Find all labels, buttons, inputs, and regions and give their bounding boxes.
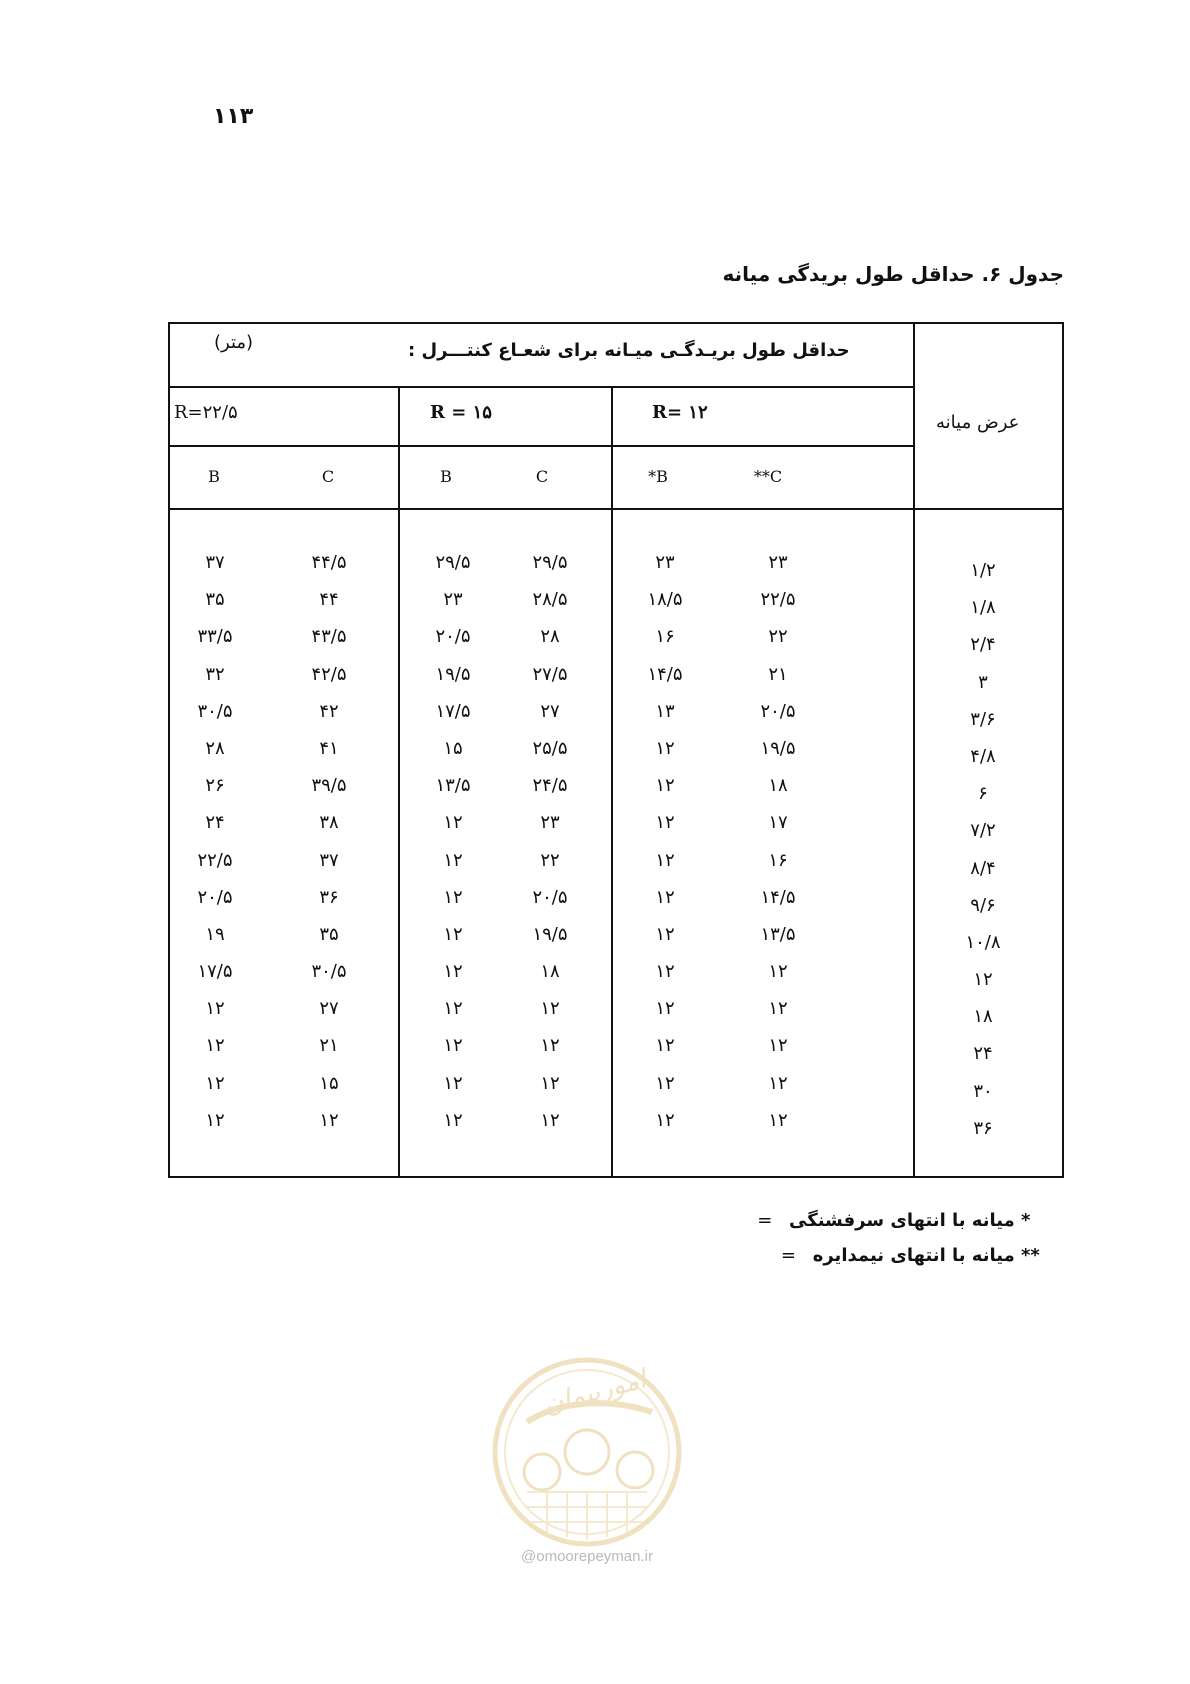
watermark-logo-icon bbox=[487, 1342, 687, 1572]
col-header-r12-b: *B bbox=[648, 467, 668, 486]
table-cell: ۴۲/۵ bbox=[311, 663, 347, 685]
table-cell: ۱۸ bbox=[768, 775, 788, 797]
table-cell: ۳۶ bbox=[973, 1117, 993, 1139]
table-cell: ۲۸ bbox=[540, 626, 560, 648]
table-cell: ۴۱ bbox=[319, 737, 339, 759]
legend-eq: = bbox=[780, 1245, 796, 1266]
table-cell: ۱۲ bbox=[205, 1035, 225, 1057]
column-r225-c bbox=[284, 544, 374, 1139]
table-cell: ۳۶ bbox=[319, 886, 339, 908]
table-cell: ۱۲ bbox=[655, 923, 675, 945]
table-cell: ۱۹/۵ bbox=[435, 663, 471, 685]
table-cell: ۱۵ bbox=[443, 737, 463, 759]
table-cell: ۱۶ bbox=[768, 849, 788, 871]
col-header-r15-c: C bbox=[535, 467, 549, 486]
table-cell: ۱۲ bbox=[655, 961, 675, 983]
table-cell: ۲۶ bbox=[205, 775, 225, 797]
col-header-r225-c: C bbox=[321, 467, 335, 486]
table-cell: ۲/۴ bbox=[970, 634, 996, 656]
table-cell: ۲۰/۵ bbox=[197, 886, 233, 908]
table-cell: ۱۲ bbox=[540, 1109, 560, 1131]
table-cell: ۲۲/۵ bbox=[197, 849, 233, 871]
table-cell: ۳۰ bbox=[973, 1080, 993, 1102]
legend-eq: = bbox=[757, 1210, 773, 1231]
table-cell: ۲۳ bbox=[443, 589, 463, 611]
table-cell: ۱۲ bbox=[655, 849, 675, 871]
table-cell: ۶ bbox=[978, 783, 988, 805]
group-divider-1 bbox=[398, 386, 400, 1178]
column-r225-b bbox=[170, 544, 260, 1139]
table-border-bottom bbox=[168, 1176, 1064, 1178]
table-cell: ۳۹/۵ bbox=[311, 775, 347, 797]
table-cell: ۱۵ bbox=[319, 1072, 339, 1094]
table-cell: ۲۲ bbox=[540, 849, 560, 871]
group-divider-2 bbox=[611, 386, 613, 1178]
column-r12-c bbox=[733, 544, 823, 1139]
column-r15-c bbox=[505, 544, 595, 1139]
table-cell: ۳۰/۵ bbox=[197, 700, 233, 722]
table-cell: ۱۲ bbox=[443, 961, 463, 983]
table-cell: ۱۲ bbox=[768, 998, 788, 1020]
table-cell: ۱۲ bbox=[319, 1109, 339, 1131]
table-cell: ۳۳/۵ bbox=[197, 626, 233, 648]
table-cell: ۱/۲ bbox=[970, 560, 996, 581]
table-cell: ۱۲ bbox=[655, 998, 675, 1020]
legend-symbol: * bbox=[1021, 1210, 1031, 1231]
header-main: حداقل طول بریـدگـی میـانه برای شعـاع کنتـــرل : bbox=[408, 340, 850, 361]
table-cell: ۱۲ bbox=[443, 923, 463, 945]
table-cell: ۱۲ bbox=[655, 1109, 675, 1131]
column-r15-b bbox=[408, 544, 498, 1139]
table-cell: ۲۷ bbox=[319, 998, 339, 1020]
table-border-top bbox=[168, 322, 1064, 324]
table-cell: ۳۷ bbox=[205, 552, 225, 573]
col-header-r12-c: **C bbox=[753, 467, 783, 486]
table-cell: ۲۴ bbox=[205, 812, 225, 834]
table-cell: ۴۴ bbox=[319, 589, 339, 611]
table-cell: ۱۲ bbox=[540, 1072, 560, 1094]
column-r12-b bbox=[620, 544, 710, 1139]
table-cell: ۴۴/۵ bbox=[311, 552, 347, 573]
table-cell: ۱۲ bbox=[443, 886, 463, 908]
data-table bbox=[168, 322, 1064, 1178]
table-cell: ۱۲ bbox=[768, 1072, 788, 1094]
table-cell: ۱۲ bbox=[443, 1109, 463, 1131]
table-cell: ۱۲ bbox=[973, 969, 993, 991]
header-divider-3 bbox=[168, 508, 1064, 510]
table-cell: ۲۱ bbox=[768, 663, 788, 685]
table-cell: ۱۲ bbox=[205, 1109, 225, 1131]
table-cell: ۱۲ bbox=[768, 961, 788, 983]
table-cell: ۲۵/۵ bbox=[532, 737, 568, 759]
table-cell: ۲۹/۵ bbox=[532, 552, 568, 573]
table-cell: ۱۲ bbox=[768, 1109, 788, 1131]
legend-text: میانه با انتهای نیمدایره bbox=[812, 1245, 1015, 1266]
col-header-r15-b: B bbox=[440, 467, 452, 486]
table-border-right bbox=[1062, 322, 1064, 1178]
radius-group-22-5: R=۲۲/۵ bbox=[174, 402, 238, 423]
table-cell: ۴۳/۵ bbox=[311, 626, 347, 648]
table-cell: ۲۳ bbox=[540, 812, 560, 834]
table-cell: ۳ bbox=[978, 671, 988, 693]
header-divider-2 bbox=[168, 445, 915, 447]
table-cell: ۱۹/۵ bbox=[760, 737, 796, 759]
table-cell: ۴/۸ bbox=[970, 745, 996, 767]
table-cell: ۱۰/۸ bbox=[965, 931, 1001, 953]
table-cell: ۱۶ bbox=[655, 626, 675, 648]
table-cell: ۹/۶ bbox=[970, 894, 996, 916]
table-cell: ۲۳ bbox=[655, 552, 675, 573]
table-cell: ۱۸/۵ bbox=[647, 589, 683, 611]
watermark-logo-text: امورپیمان bbox=[540, 1364, 650, 1421]
legend-symbol: ** bbox=[1021, 1245, 1040, 1266]
table-cell: ۷/۲ bbox=[970, 820, 996, 842]
header-divider-1 bbox=[168, 386, 915, 388]
table-cell: ۱۲ bbox=[655, 775, 675, 797]
legend-item-1 bbox=[747, 1210, 1065, 1231]
table-cell: ۲۸/۵ bbox=[532, 589, 568, 611]
row-header-label: عرض میانه bbox=[936, 412, 1020, 433]
legend-item-2 bbox=[770, 1245, 1065, 1266]
table-cell: ۳۲ bbox=[205, 663, 225, 685]
table-cell: ۳۵ bbox=[205, 589, 225, 611]
column-median-width bbox=[938, 552, 1028, 1147]
table-cell: ۲۷ bbox=[540, 700, 560, 722]
table-cell: ۱۲ bbox=[443, 998, 463, 1020]
table-title: جدول ۶. حداقل طول بریدگی میانه bbox=[722, 262, 1064, 286]
table-cell: ۱۴/۵ bbox=[647, 663, 683, 685]
table-cell: ۱۲ bbox=[205, 1072, 225, 1094]
table-cell: ۱۸ bbox=[540, 961, 560, 983]
table-cell: ۱۷/۵ bbox=[435, 700, 471, 722]
table-cell: ۳۵ bbox=[319, 923, 339, 945]
table-cell: ۱۴/۵ bbox=[760, 886, 796, 908]
table-cell: ۱۲ bbox=[655, 1072, 675, 1094]
table-cell: ۱/۸ bbox=[970, 597, 996, 619]
table-cell: ۲۲/۵ bbox=[760, 589, 796, 611]
table-cell: ۱۲ bbox=[540, 998, 560, 1020]
table-cell: ۱۸ bbox=[973, 1006, 993, 1028]
table-cell: ۳۷ bbox=[319, 849, 339, 871]
table-cell: ۳۸ bbox=[319, 812, 339, 834]
table-cell: ۱۷ bbox=[768, 812, 788, 834]
table-cell: ۱۳ bbox=[655, 700, 675, 722]
table-cell: ۲۷/۵ bbox=[532, 663, 568, 685]
table-cell: ۱۲ bbox=[205, 998, 225, 1020]
table-cell: ۱۲ bbox=[655, 737, 675, 759]
table-cell: ۲۰/۵ bbox=[532, 886, 568, 908]
row-header-divider bbox=[913, 322, 915, 1178]
page-number: ۱۱۳ bbox=[213, 104, 254, 129]
table-cell: ۲۳ bbox=[768, 552, 788, 573]
table-cell: ۳۰/۵ bbox=[311, 961, 347, 983]
table-cell: ۱۲ bbox=[768, 1035, 788, 1057]
table-cell: ۱۲ bbox=[655, 812, 675, 834]
table-cell: ۱۲ bbox=[655, 1035, 675, 1057]
watermark-url: @omoorepeyman.ir bbox=[521, 1548, 653, 1565]
table-cell: ۱۳/۵ bbox=[435, 775, 471, 797]
table-cell: ۲۴/۵ bbox=[532, 775, 568, 797]
table-cell: ۲۰/۵ bbox=[435, 626, 471, 648]
table-cell: ۱۲ bbox=[443, 1072, 463, 1094]
radius-group-15: R = ۱۵ bbox=[430, 402, 492, 423]
table-cell: ۲۲ bbox=[768, 626, 788, 648]
table-cell: ۱۲ bbox=[540, 1035, 560, 1057]
legend-text: میانه با انتهای سرفشنگی bbox=[789, 1210, 1015, 1231]
col-header-r225-b: B bbox=[208, 467, 220, 486]
table-cell: ۱۹/۵ bbox=[532, 923, 568, 945]
table-cell: ۱۲ bbox=[443, 812, 463, 834]
table-cell: ۱۳/۵ bbox=[760, 923, 796, 945]
table-cell: ۴۲ bbox=[319, 700, 339, 722]
table-cell: ۱۹ bbox=[205, 923, 225, 945]
table-cell: ۱۷/۵ bbox=[197, 961, 233, 983]
table-cell: ۲۸ bbox=[205, 737, 225, 759]
table-cell: ۸/۴ bbox=[970, 857, 996, 879]
header-unit: (متر) bbox=[214, 332, 254, 353]
table-cell: ۱۲ bbox=[443, 1035, 463, 1057]
table-cell: ۲۹/۵ bbox=[435, 552, 471, 573]
table-cell: ۲۴ bbox=[973, 1043, 993, 1065]
table-cell: ۳/۶ bbox=[970, 708, 996, 730]
table-cell: ۱۲ bbox=[443, 849, 463, 871]
table-cell: ۱۲ bbox=[655, 886, 675, 908]
table-cell: ۲۱ bbox=[319, 1035, 339, 1057]
radius-group-12: R= ۱۲ bbox=[652, 402, 708, 423]
table-cell: ۲۰/۵ bbox=[760, 700, 796, 722]
